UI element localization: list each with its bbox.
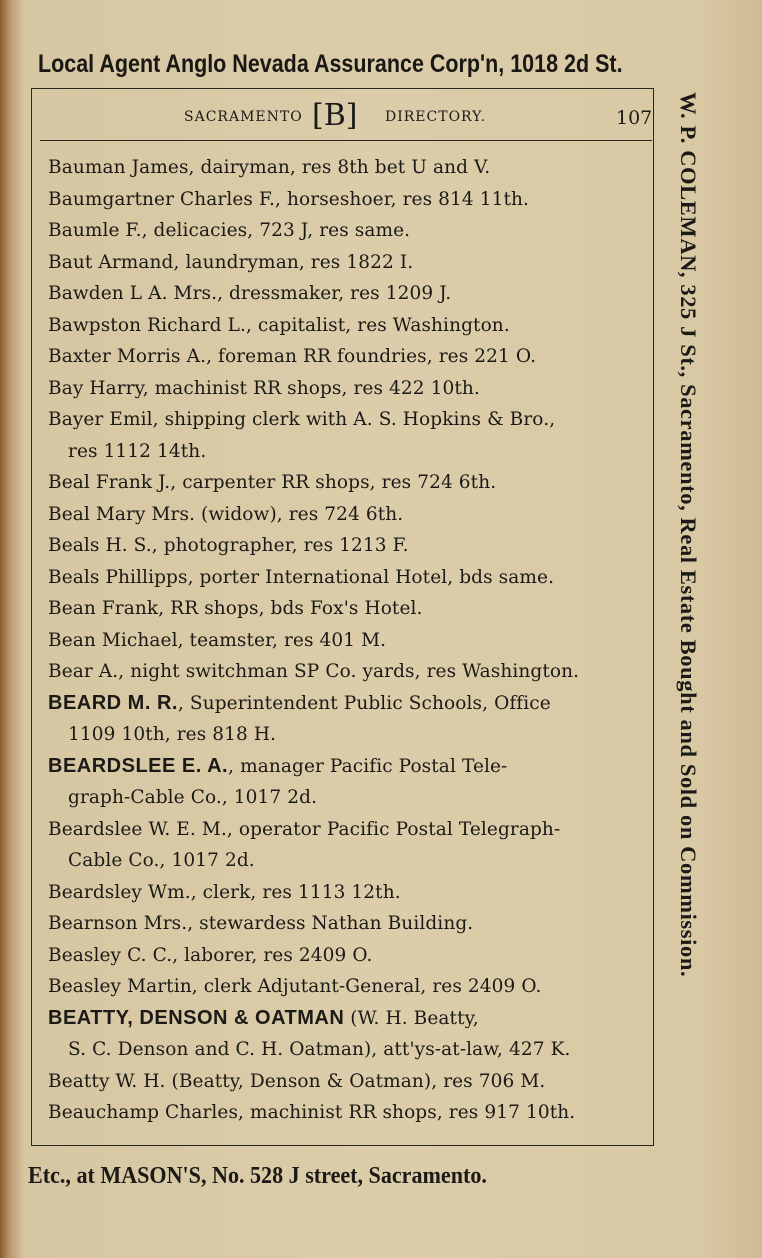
entry-text: Bearnson Mrs., stewardess Nathan Building.	[48, 913, 474, 934]
directory-entry	[48, 562, 648, 594]
directory-entry	[48, 1097, 648, 1129]
directory-entry	[48, 341, 648, 373]
directory-entry	[48, 908, 648, 940]
directory-entry	[48, 467, 648, 499]
directory-entry	[48, 530, 648, 562]
directory-entry	[48, 215, 648, 247]
entry-continuation: Cable Co., 1017 2d.	[68, 850, 255, 871]
entry-continuation: graph-Cable Co., 1017 2d.	[68, 787, 318, 808]
directory-entry	[48, 310, 648, 342]
entry-text: Beardslee W. E. M., operator Pacific Postal Telegraph-	[48, 818, 561, 840]
running-header	[40, 100, 652, 136]
directory-entries	[48, 152, 648, 1129]
directory-entry	[48, 971, 648, 1003]
entry-text: Bay Harry, machinist RR shops, res 422 10th.	[48, 377, 480, 399]
entry-bold-name: BEARD M. R.	[48, 691, 178, 714]
header-letter: [B]	[312, 98, 358, 133]
directory-entry	[48, 940, 648, 972]
entry-text: Bear A., night switchman SP Co. yards, res Washington.	[48, 661, 580, 682]
entry-text: Baumgartner Charles F., horseshoer, res 814 11th.	[48, 188, 530, 210]
entry-text: Bawpston Richard L., capitalist, res Washington.	[48, 314, 510, 336]
directory-entry	[48, 751, 648, 814]
entry-text: Bayer Emil, shipping clerk with A. S. Hopkins & Bro.,	[48, 409, 556, 430]
entry-text: Bean Michael, teamster, res 401 M.	[48, 629, 387, 651]
side-advertisement	[667, 92, 707, 1187]
directory-entry	[48, 152, 648, 184]
directory-entry	[48, 1003, 648, 1066]
entry-text: Beasley Martin, clerk Adjutant-General, res 2409 O.	[48, 976, 542, 997]
directory-entry	[48, 499, 648, 531]
entry-text: Baumle F., delicacies, 723 J, res same.	[48, 220, 411, 241]
entry-text: Beardsley Wm., clerk, res 1113 12th.	[48, 881, 401, 903]
entry-text: , manager Pacific Postal Tele-	[228, 755, 508, 777]
bottom-advertisement: Etc., at MASON'S, No. 528 J street, Sacramento.	[28, 1163, 487, 1189]
entry-bold-name: BEATTY, DENSON & OATMAN	[48, 1006, 345, 1029]
entry-continuation: 1109 10th, res 818 H.	[68, 724, 277, 745]
directory-entry	[48, 373, 648, 405]
directory-entry	[48, 278, 648, 310]
entry-text: Bauman James, dairyman, res 8th bet U and V.	[48, 157, 491, 178]
entry-continuation: res 1112 14th.	[68, 440, 207, 462]
header-directory: DIRECTORY.	[385, 109, 487, 125]
header-rule	[40, 140, 652, 141]
entry-text: Bawden L A. Mrs., dressmaker, res 1209 J.	[48, 283, 452, 304]
entry-text: (W. H. Beatty,	[344, 1007, 479, 1029]
entry-text: Beatty W. H. (Beatty, Denson & Oatman), res 706 M.	[48, 1070, 546, 1092]
header-city: SACRAMENTO	[184, 109, 303, 125]
entry-text: Beals Phillipps, porter International Hotel, bds same.	[48, 566, 555, 588]
entry-continuation: S. C. Denson and C. H. Oatman), att'ys-at-law, 427 K.	[68, 1039, 571, 1060]
entry-text: Beals H. S., photographer, res 1213 F.	[48, 535, 409, 556]
directory-entry	[48, 184, 648, 216]
directory-entry	[48, 404, 648, 467]
top-advertisement: Local Agent Anglo Nevada Assurance Corp'n, 1018 2d St.	[38, 50, 623, 78]
entry-text: Beauchamp Charles, machinist RR shops, res 917 10th.	[48, 1102, 576, 1123]
entry-text: Beasley C. C., laborer, res 2409 O.	[48, 944, 373, 966]
entry-text: Baut Armand, laundryman, res 1822 I.	[48, 251, 414, 273]
side-advertisement-text: W. P. COLEMAN, 325 J St., Sacramento, Real Estate Bought and Sold on Commission.	[676, 92, 701, 978]
entry-text: , Superintendent Public Schools, Office	[177, 692, 551, 714]
entry-bold-name: BEARDSLEE E. A.	[48, 754, 229, 777]
entry-text: Bean Frank, RR shops, bds Fox's Hotel.	[48, 598, 423, 619]
directory-entry	[48, 814, 648, 877]
directory-entry	[48, 1066, 648, 1098]
directory-entry	[48, 656, 648, 688]
directory-entry	[48, 593, 648, 625]
entry-text: Baxter Morris A., foreman RR foundries, res 221 O.	[48, 346, 537, 367]
page-number: 107	[616, 107, 653, 129]
directory-entry	[48, 247, 648, 279]
directory-entry	[48, 877, 648, 909]
directory-entry	[48, 688, 648, 751]
entry-text: Beal Mary Mrs. (widow), res 724 6th.	[48, 503, 404, 525]
directory-entry	[48, 625, 648, 657]
entry-text: Beal Frank J., carpenter RR shops, res 724 6th.	[48, 472, 497, 493]
